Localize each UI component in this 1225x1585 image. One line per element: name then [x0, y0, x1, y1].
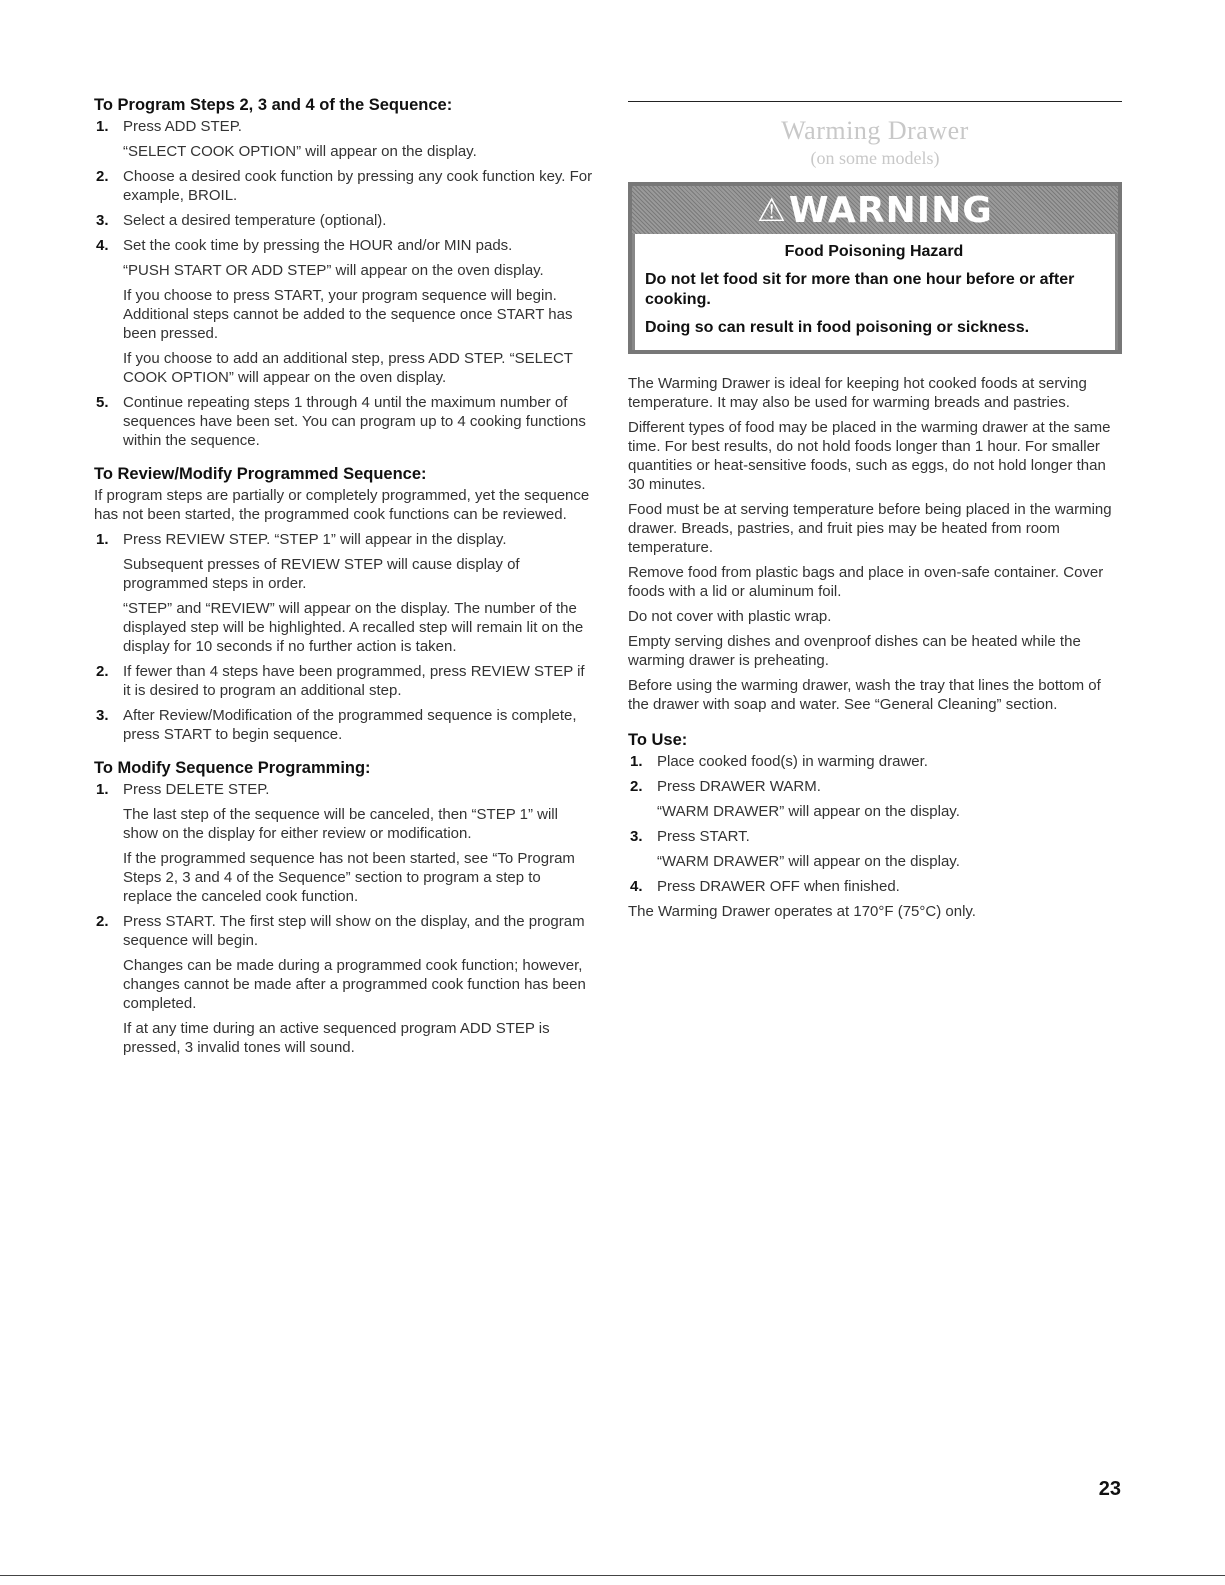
list-item: 2. Press DRAWER WARM. “WARM DRAWER” will appear on the display. — [630, 778, 960, 820]
warning-line: Doing so can result in food poisoning or sickness. — [645, 319, 1030, 336]
left-column — [94, 95, 594, 1071]
section-intro: If program steps are partially or completely programmed, yet the sequence has not been started, the programmed cook functions can be reviewed. — [94, 487, 590, 523]
list-item: 1. Press DELETE STEP. The last step of the sequence will be canceled, then “STEP 1” will show on the display for either review or modification. If the programmed sequence has not been started, see “To Program Steps 2, 3 and 4 of the Sequence” section to program a step to replace the canceled cook function. — [96, 781, 575, 905]
warming-drawer-subtitle: (on some models) — [810, 148, 940, 168]
warming-drawer-title: Warming Drawer — [781, 116, 969, 145]
paragraph: Remove food from plastic bags and place in oven-safe container. Cover foods with a lid or aluminum foil. — [628, 564, 1104, 600]
page-number: 23 — [1098, 1478, 1121, 1500]
list-item: 1. Press ADD STEP. “SELECT COOK OPTION” will appear on the display. — [96, 118, 477, 160]
warning-line: Do not let food sit for more than one hour before or after cooking. — [645, 271, 1075, 308]
program-steps-section — [94, 95, 594, 450]
warning-banner: ⚠ WARNING — [632, 186, 1118, 234]
paragraph: Do not cover with plastic wrap. — [628, 608, 832, 625]
warning-body — [632, 234, 1118, 350]
to-use-list — [628, 752, 1122, 896]
list-item: 1. Place cooked food(s) in warming drawer. — [630, 753, 928, 770]
list-item: 2. Press START. The first step will show on the display, and the program sequence will begin. Changes can be made during a programmed cook function; however, changes cannot be made after a programmed cook function has been completed. If at any time during an active sequenced program ADD STEP is pressed, 3 invalid tones will sound. — [96, 913, 586, 1056]
list-item: 1. Press REVIEW STEP. “STEP 1” will appear in the display. Subsequent presses of REVIEW STEP will cause display of programmed steps in order. “STEP” and “REVIEW” will appear on the display. The number of the displayed step will be highlighted. A recalled step will remain lit on the display for 10 seconds if no further action is taken. — [96, 531, 584, 655]
list-item: 4. Press DRAWER OFF when finished. — [630, 878, 900, 895]
hazard-title: Food Poisoning Hazard — [784, 243, 964, 260]
modify-sequence-section — [94, 758, 594, 1057]
top-divider — [628, 101, 1122, 102]
closing-note: The Warming Drawer operates at 170°F (75°C) only. — [628, 903, 976, 920]
review-modify-section — [94, 464, 594, 744]
list-item: 2. If fewer than 4 steps have been programmed, press REVIEW STEP if it is desired to program an additional step. — [96, 663, 585, 699]
warning-box — [628, 182, 1122, 354]
program-steps-list — [94, 117, 594, 450]
list-item: 3. After Review/Modification of the programmed sequence is complete, press START to begin sequence. — [96, 707, 577, 743]
section-heading: To Program Steps 2, 3 and 4 of the Sequence: — [94, 96, 453, 114]
review-steps-list — [94, 530, 594, 744]
bottom-divider — [0, 1575, 1225, 1576]
section-heading: To Use: — [628, 731, 688, 749]
warming-drawer-description — [628, 374, 1122, 714]
right-column — [628, 95, 1122, 935]
list-item: 4. Set the cook time by pressing the HOUR and/or MIN pads. “PUSH START OR ADD STEP” will appear on the oven display. If you choose to press START, your program sequence will begin. Additional steps cannot be added to the sequence once START has been pressed. If you choose to add an additional step, press ADD STEP. “SELECT COOK OPTION” will appear on the oven display. — [96, 237, 573, 386]
paragraph: Before using the warming drawer, wash the tray that lines the bottom of the drawer with soap and water. See “General Cleaning” section. — [628, 677, 1101, 713]
list-item: 2. Choose a desired cook function by pressing any cook function key. For example, BROIL. — [96, 168, 593, 204]
list-item: 3. Press START. “WARM DRAWER” will appear on the display. — [630, 828, 960, 870]
paragraph: The Warming Drawer is ideal for keeping hot cooked foods at serving temperature. It may also be used for warming breads and pastries. — [628, 375, 1087, 411]
section-heading: To Review/Modify Programmed Sequence: — [94, 465, 427, 483]
paragraph: Food must be at serving temperature before being placed in the warming drawer. Breads, pastries, and fruit pies may be heated from room temperature. — [628, 501, 1112, 556]
modify-steps-list — [94, 780, 594, 1057]
paragraph: Empty serving dishes and ovenproof dishes can be heated while the warming drawer is preheating. — [628, 633, 1081, 669]
list-item: 3. Select a desired temperature (optional). — [96, 212, 387, 229]
to-use-section — [628, 730, 1122, 921]
list-item: 5. Continue repeating steps 1 through 4 until the maximum number of sequences have been set. You can program up to 4 cooking functions within the sequence. — [96, 394, 586, 449]
section-heading: To Modify Sequence Programming: — [94, 759, 371, 777]
warning-triangle-icon: ⚠ — [757, 191, 787, 229]
paragraph: Different types of food may be placed in the warming drawer at the same time. For best results, do not hold foods longer than 1 hour. For smaller quantities or heat-sensitive foods, such as eggs, do not hold longer than 30 minutes. — [628, 419, 1111, 493]
